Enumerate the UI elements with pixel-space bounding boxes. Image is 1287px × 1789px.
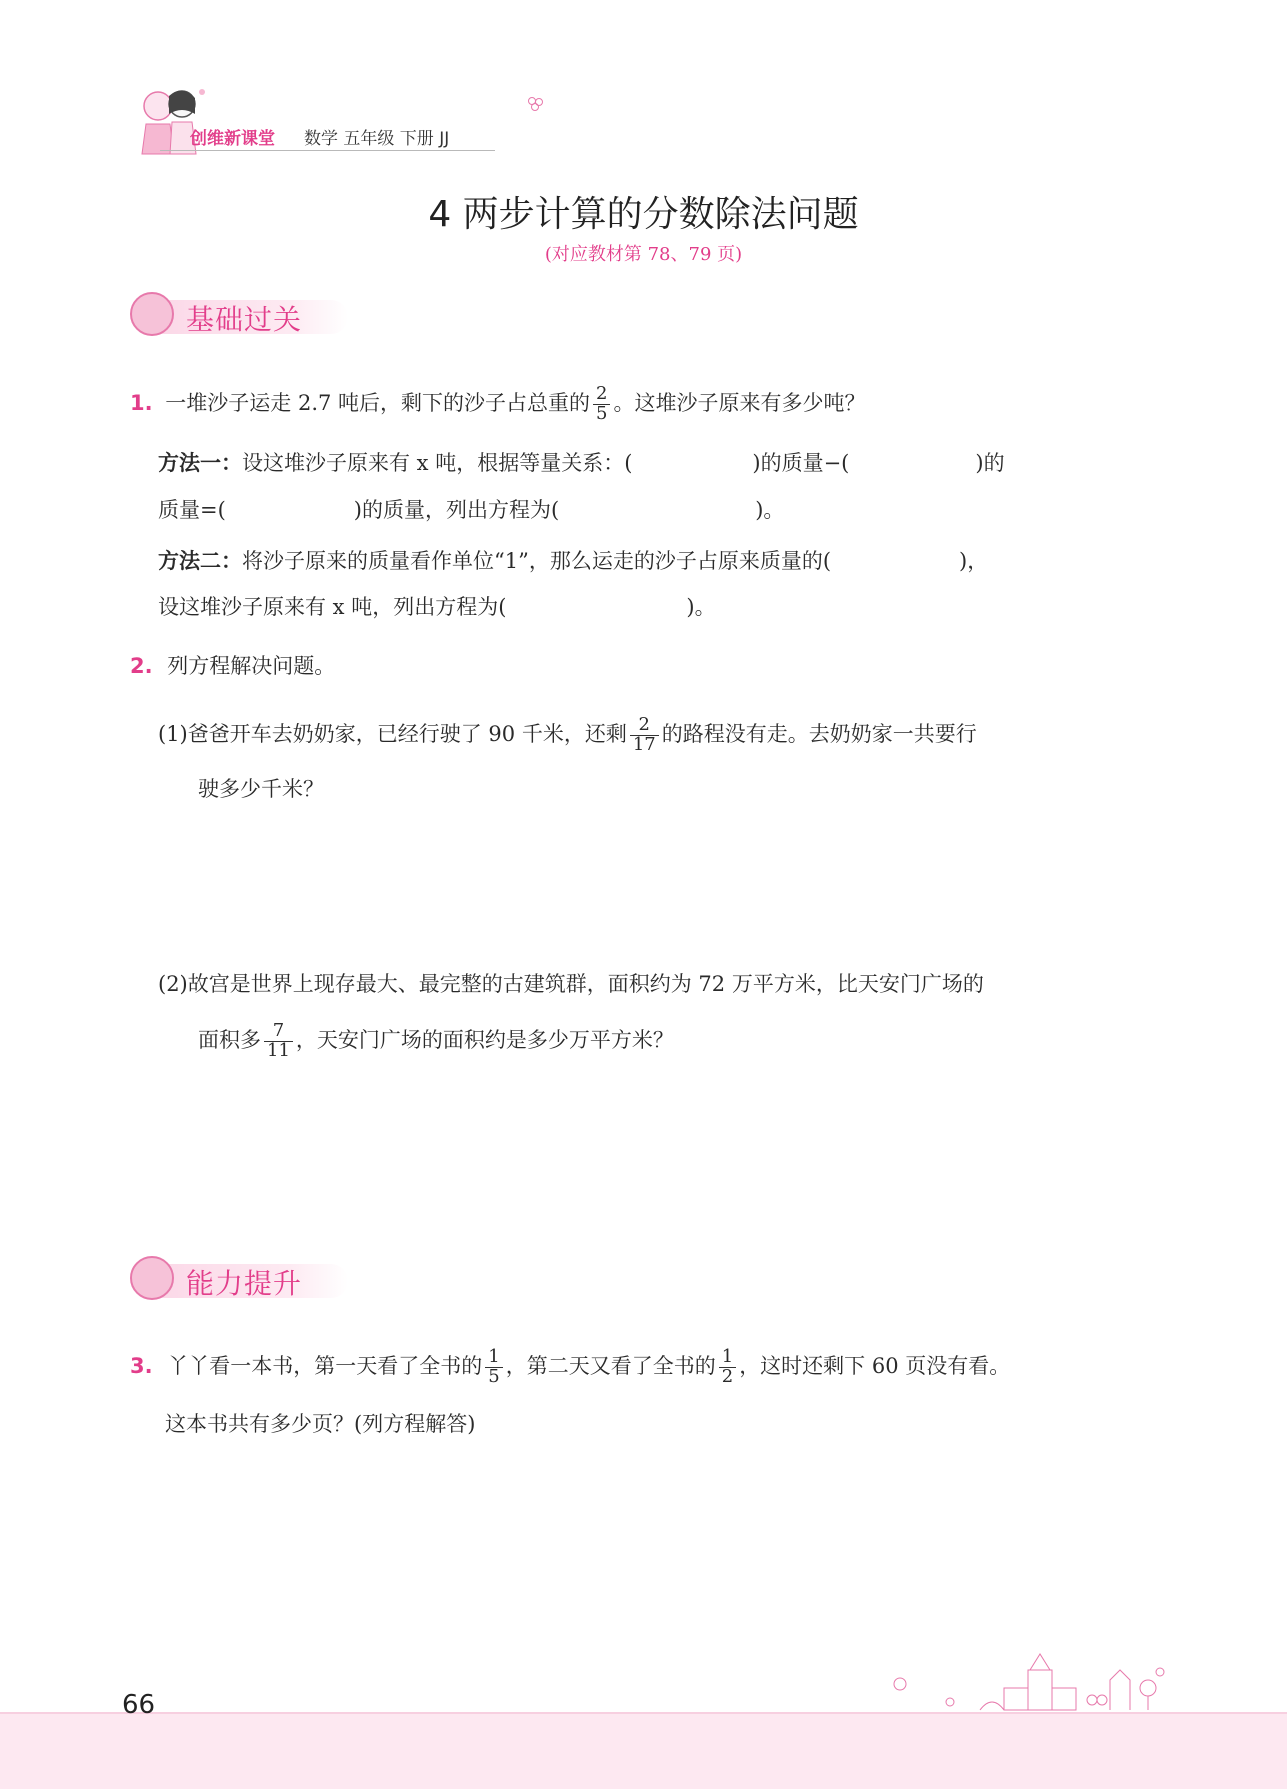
question-text: ，这时还剩下 60 页没有看。 — [739, 1353, 1011, 1378]
answer-space[interactable] — [158, 810, 1138, 960]
question-number: 2. — [130, 654, 153, 678]
fraction-numerator: 2 — [638, 714, 650, 735]
question-text: 列方程解决问题。 — [167, 654, 336, 678]
question-2-part-1 — [158, 716, 977, 755]
question-2 — [130, 656, 335, 677]
fraction — [719, 1348, 736, 1387]
fraction-denominator: 5 — [593, 404, 610, 424]
textbook-reference: (对应教材第 78、79 页) — [544, 244, 743, 265]
page-title: 4 两步计算的分数除法问题 — [428, 194, 859, 235]
section-title: 基础过关 — [186, 303, 303, 336]
section-header-advanced — [130, 1256, 350, 1300]
question-text: ，第二天又看了全书的 — [505, 1353, 716, 1378]
footer-strip — [0, 1712, 1287, 1789]
question-text: ，天安门广场的面积约是多少万平方米？ — [295, 1027, 674, 1052]
method-text: 设这堆沙子原来有 x 吨，根据等量关系：( — [242, 451, 633, 475]
method-text: )， — [959, 549, 989, 573]
page-number: 66 — [122, 1690, 156, 1720]
section-header-basic — [130, 292, 350, 336]
fraction-numerator: 2 — [596, 383, 608, 404]
method-text: 质量=( — [158, 498, 226, 522]
fraction-numerator: 1 — [488, 1346, 500, 1367]
question-1 — [130, 385, 865, 424]
question-2-part-2: (2)故宫是世界上现存最大、最完整的古建筑群，面积约为 72 万平方米，比天安门广场的 — [158, 972, 984, 996]
method-label: 方法一： — [158, 450, 242, 475]
fraction — [264, 1022, 293, 1061]
question-text: 一堆沙子运走 2.7 吨后，剩下的沙子占总重的 — [165, 390, 591, 415]
fraction-denominator: 17 — [630, 735, 659, 755]
method-text: 将沙子原来的质量看作单位“1”，那么运走的沙子占原来质量的( — [242, 549, 832, 573]
section-title: 能力提升 — [186, 1267, 303, 1300]
method-text: )的 — [975, 451, 1005, 475]
question-text: 的路程没有走。去奶奶家一共要行 — [661, 721, 977, 746]
fraction-denominator: 11 — [264, 1041, 293, 1061]
question-2-part-1-cont: 驶多少千米？ — [198, 777, 324, 801]
method-2-line-2 — [158, 597, 716, 618]
question-number: 1. — [130, 390, 153, 415]
fraction — [630, 716, 659, 755]
subject-info: 数学 五年级 下册 JJ — [304, 129, 450, 149]
question-text: 。这堆沙子原来有多少吨？ — [613, 390, 866, 415]
question-3-cont: 这本书共有多少页？(列方程解答) — [165, 1412, 476, 1436]
fraction-denominator: 2 — [719, 1367, 736, 1387]
brand-name: 创维新课堂 — [190, 129, 275, 149]
method-text: )。 — [755, 498, 785, 522]
answer-space[interactable] — [158, 1450, 1138, 1670]
section-emblem-icon — [130, 1256, 174, 1300]
fraction — [593, 385, 610, 424]
question-text: (1)爸爸开车去奶奶家，已经行驶了 90 千米，还剩 — [158, 721, 627, 746]
castle-illustration-icon — [880, 1650, 1170, 1720]
method-text: )的质量，列出方程为( — [353, 498, 560, 522]
question-2-part-2-cont — [198, 1022, 674, 1061]
method-text: )的质量−( — [752, 451, 850, 475]
fraction-denominator: 5 — [485, 1367, 502, 1387]
question-text: 丫丫看一本书，第一天看了全书的 — [167, 1353, 483, 1378]
method-2-line-1 — [158, 550, 988, 572]
answer-space[interactable] — [158, 1080, 1138, 1240]
question-3 — [130, 1348, 1010, 1387]
method-text: )。 — [686, 595, 716, 619]
method-1-line-2 — [158, 500, 784, 521]
method-label: 方法二： — [158, 548, 242, 573]
question-number: 3. — [130, 1353, 153, 1378]
section-emblem-icon — [130, 292, 174, 336]
fraction-numerator: 1 — [721, 1346, 734, 1367]
fraction-numerator: 7 — [272, 1020, 285, 1041]
method-text: 设这堆沙子原来有 x 吨，列出方程为( — [158, 595, 507, 619]
question-text: 面积多 — [198, 1027, 261, 1052]
method-1-line-1 — [158, 452, 1005, 474]
flower-icon — [527, 96, 545, 112]
header-divider — [160, 150, 495, 151]
fraction — [485, 1348, 502, 1387]
